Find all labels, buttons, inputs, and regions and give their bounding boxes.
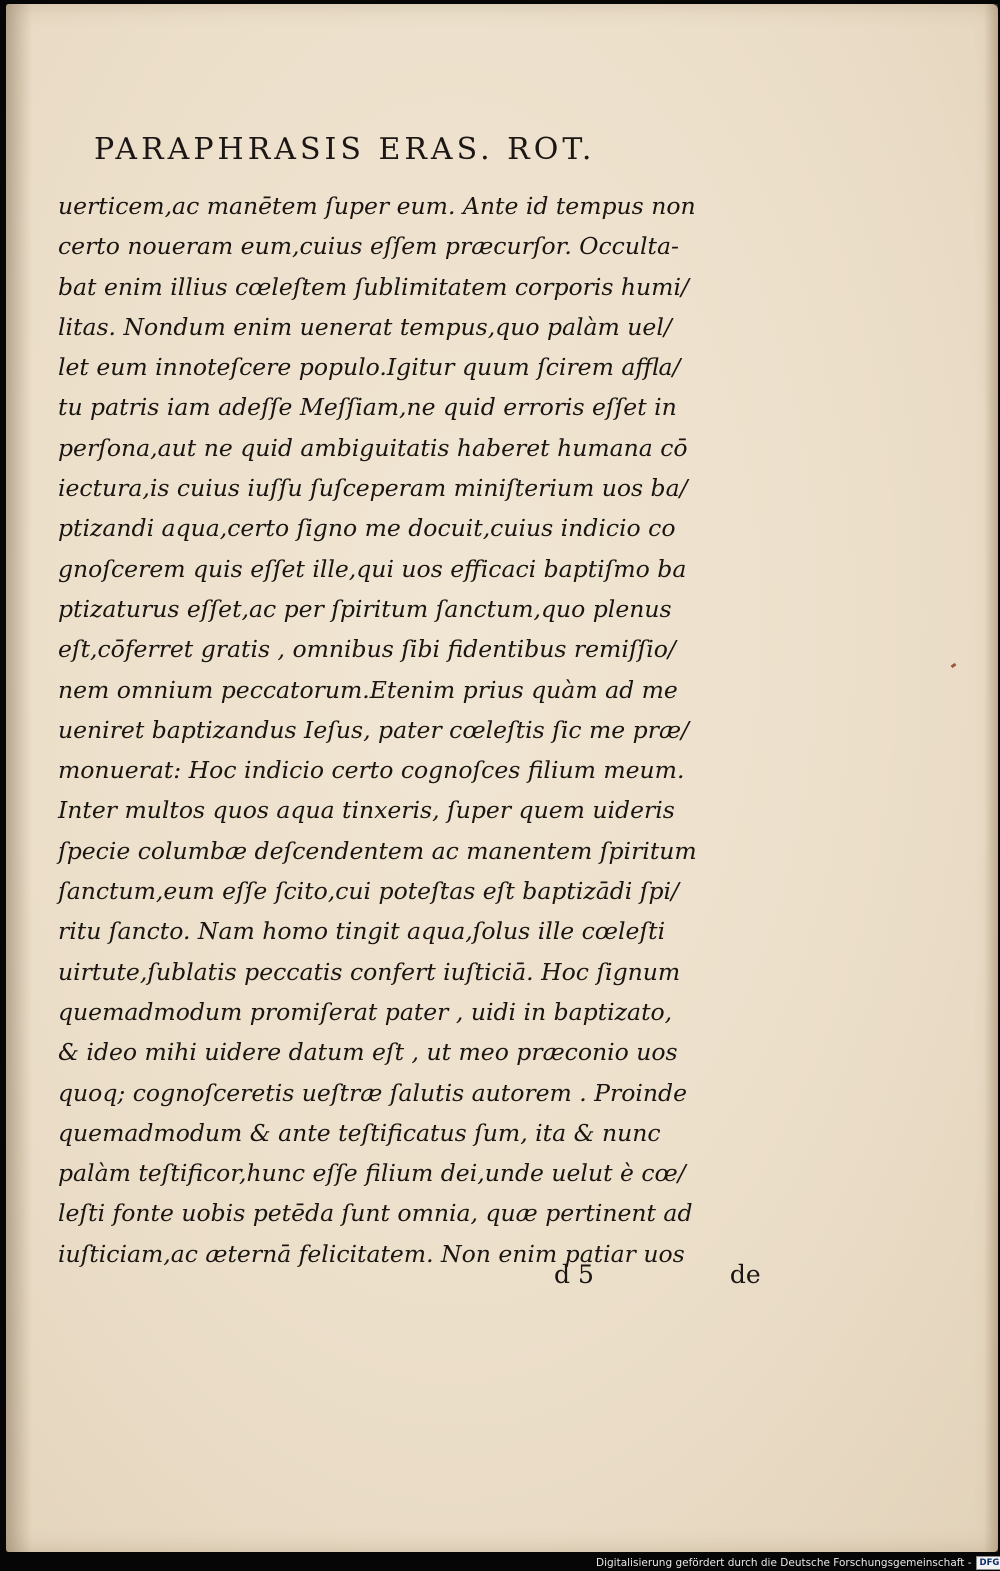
- text-line: gnoſcerem quis eſſet ille,qui uos efficaci baptiſmo ba: [58, 554, 687, 583]
- text-line: litas. Nondum enim uenerat tempus,quo palàm uel/: [58, 312, 672, 341]
- text-line: nem omnium peccatorum.Etenim prius quàm ad me: [58, 675, 678, 704]
- text-line: quemadmodum promiſerat pater , uidi in baptizato,: [58, 997, 673, 1026]
- text-line: uirtute,ſublatis peccatis confert iuſticiā. Hoc ſignum: [58, 957, 681, 986]
- text-line: monuerat: Hoc indicio certo cognoſces filium meum.: [58, 756, 685, 785]
- text-line: quoq; cognoſceretis ueſtræ ſalutis autorem . Proinde: [58, 1078, 687, 1107]
- text-line: ptizandi aqua,certo ſigno me docuit,cuius indicio co: [58, 514, 676, 543]
- text-line: bat enim illius cœleſtem ſublimitatem corporis humi/: [58, 272, 689, 301]
- running-head: PARAPHRASIS ERAS. ROT.: [94, 132, 596, 167]
- signature-line: [554, 1260, 761, 1289]
- text-line: & ideo mihi uidere datum eſt , ut meo præconio uos: [58, 1038, 678, 1067]
- text-line: ritu ſancto. Nam homo tingit aqua,ſolus ille cœleſti: [58, 917, 666, 946]
- text-line: let eum innoteſcere populo.Igitur quum ſcirem affla/: [58, 353, 681, 382]
- digitization-footer: [596, 1554, 1000, 1571]
- text-line: certo noueram eum,cuius eſſem præcurſor. Occulta-: [58, 232, 679, 261]
- signature-mark: d 5: [554, 1260, 594, 1289]
- text-line: ſpecie columbæ deſcendentem ac manentem ſpiritum: [58, 836, 697, 865]
- text-line: ptizaturus eſſet,ac per ſpiritum ſanctum,quo plenus: [58, 594, 672, 623]
- text-line: iuſticiam,ac æternā felicitatem. Non enim patiar uos: [58, 1239, 685, 1268]
- text-line: Inter multos quos aqua tinxeris, ſuper quem uideris: [58, 796, 675, 825]
- text-line: tu patris iam adeſſe Meſſiam,ne quid erroris eſſet in: [58, 393, 677, 422]
- text-line: quemadmodum & ante teſtificatus ſum, ita & nunc: [58, 1118, 661, 1147]
- text-line: leſti fonte uobis petēda ſunt omnia, quæ pertinent ad: [58, 1199, 693, 1228]
- text-block: [58, 186, 738, 1274]
- text-line: iectura,is cuius iuſſu ſuſceperam miniſterium uos ba/: [58, 474, 688, 503]
- catchword: de: [729, 1260, 761, 1289]
- text-line: palàm teſtificor,hunc eſſe filium dei,unde uelut è cœ/: [58, 1159, 686, 1188]
- text-line: ſanctum,eum eſſe ſcito,cui poteſtas eſt baptizādi ſpi/: [58, 877, 679, 906]
- book-page: [6, 4, 998, 1552]
- ink-speck: [951, 663, 957, 668]
- footer-credit: Digitalisierung gefördert durch die Deutsche Forschungsgemeinschaft -: [596, 1556, 972, 1569]
- dfg-logo-icon: DFG: [976, 1556, 1000, 1570]
- text-line: uerticem,ac manētem ſuper eum. Ante id tempus non: [58, 192, 696, 220]
- text-line: perſona,aut ne quid ambiguitatis haberet humana cō: [58, 433, 688, 462]
- text-line: ueniret baptizandus Ieſus, pater cœleſtis ſic me præ/: [58, 715, 689, 744]
- text-line: eſt,cōferret gratis , omnibus ſibi fidentibus remiſſio/: [58, 635, 676, 664]
